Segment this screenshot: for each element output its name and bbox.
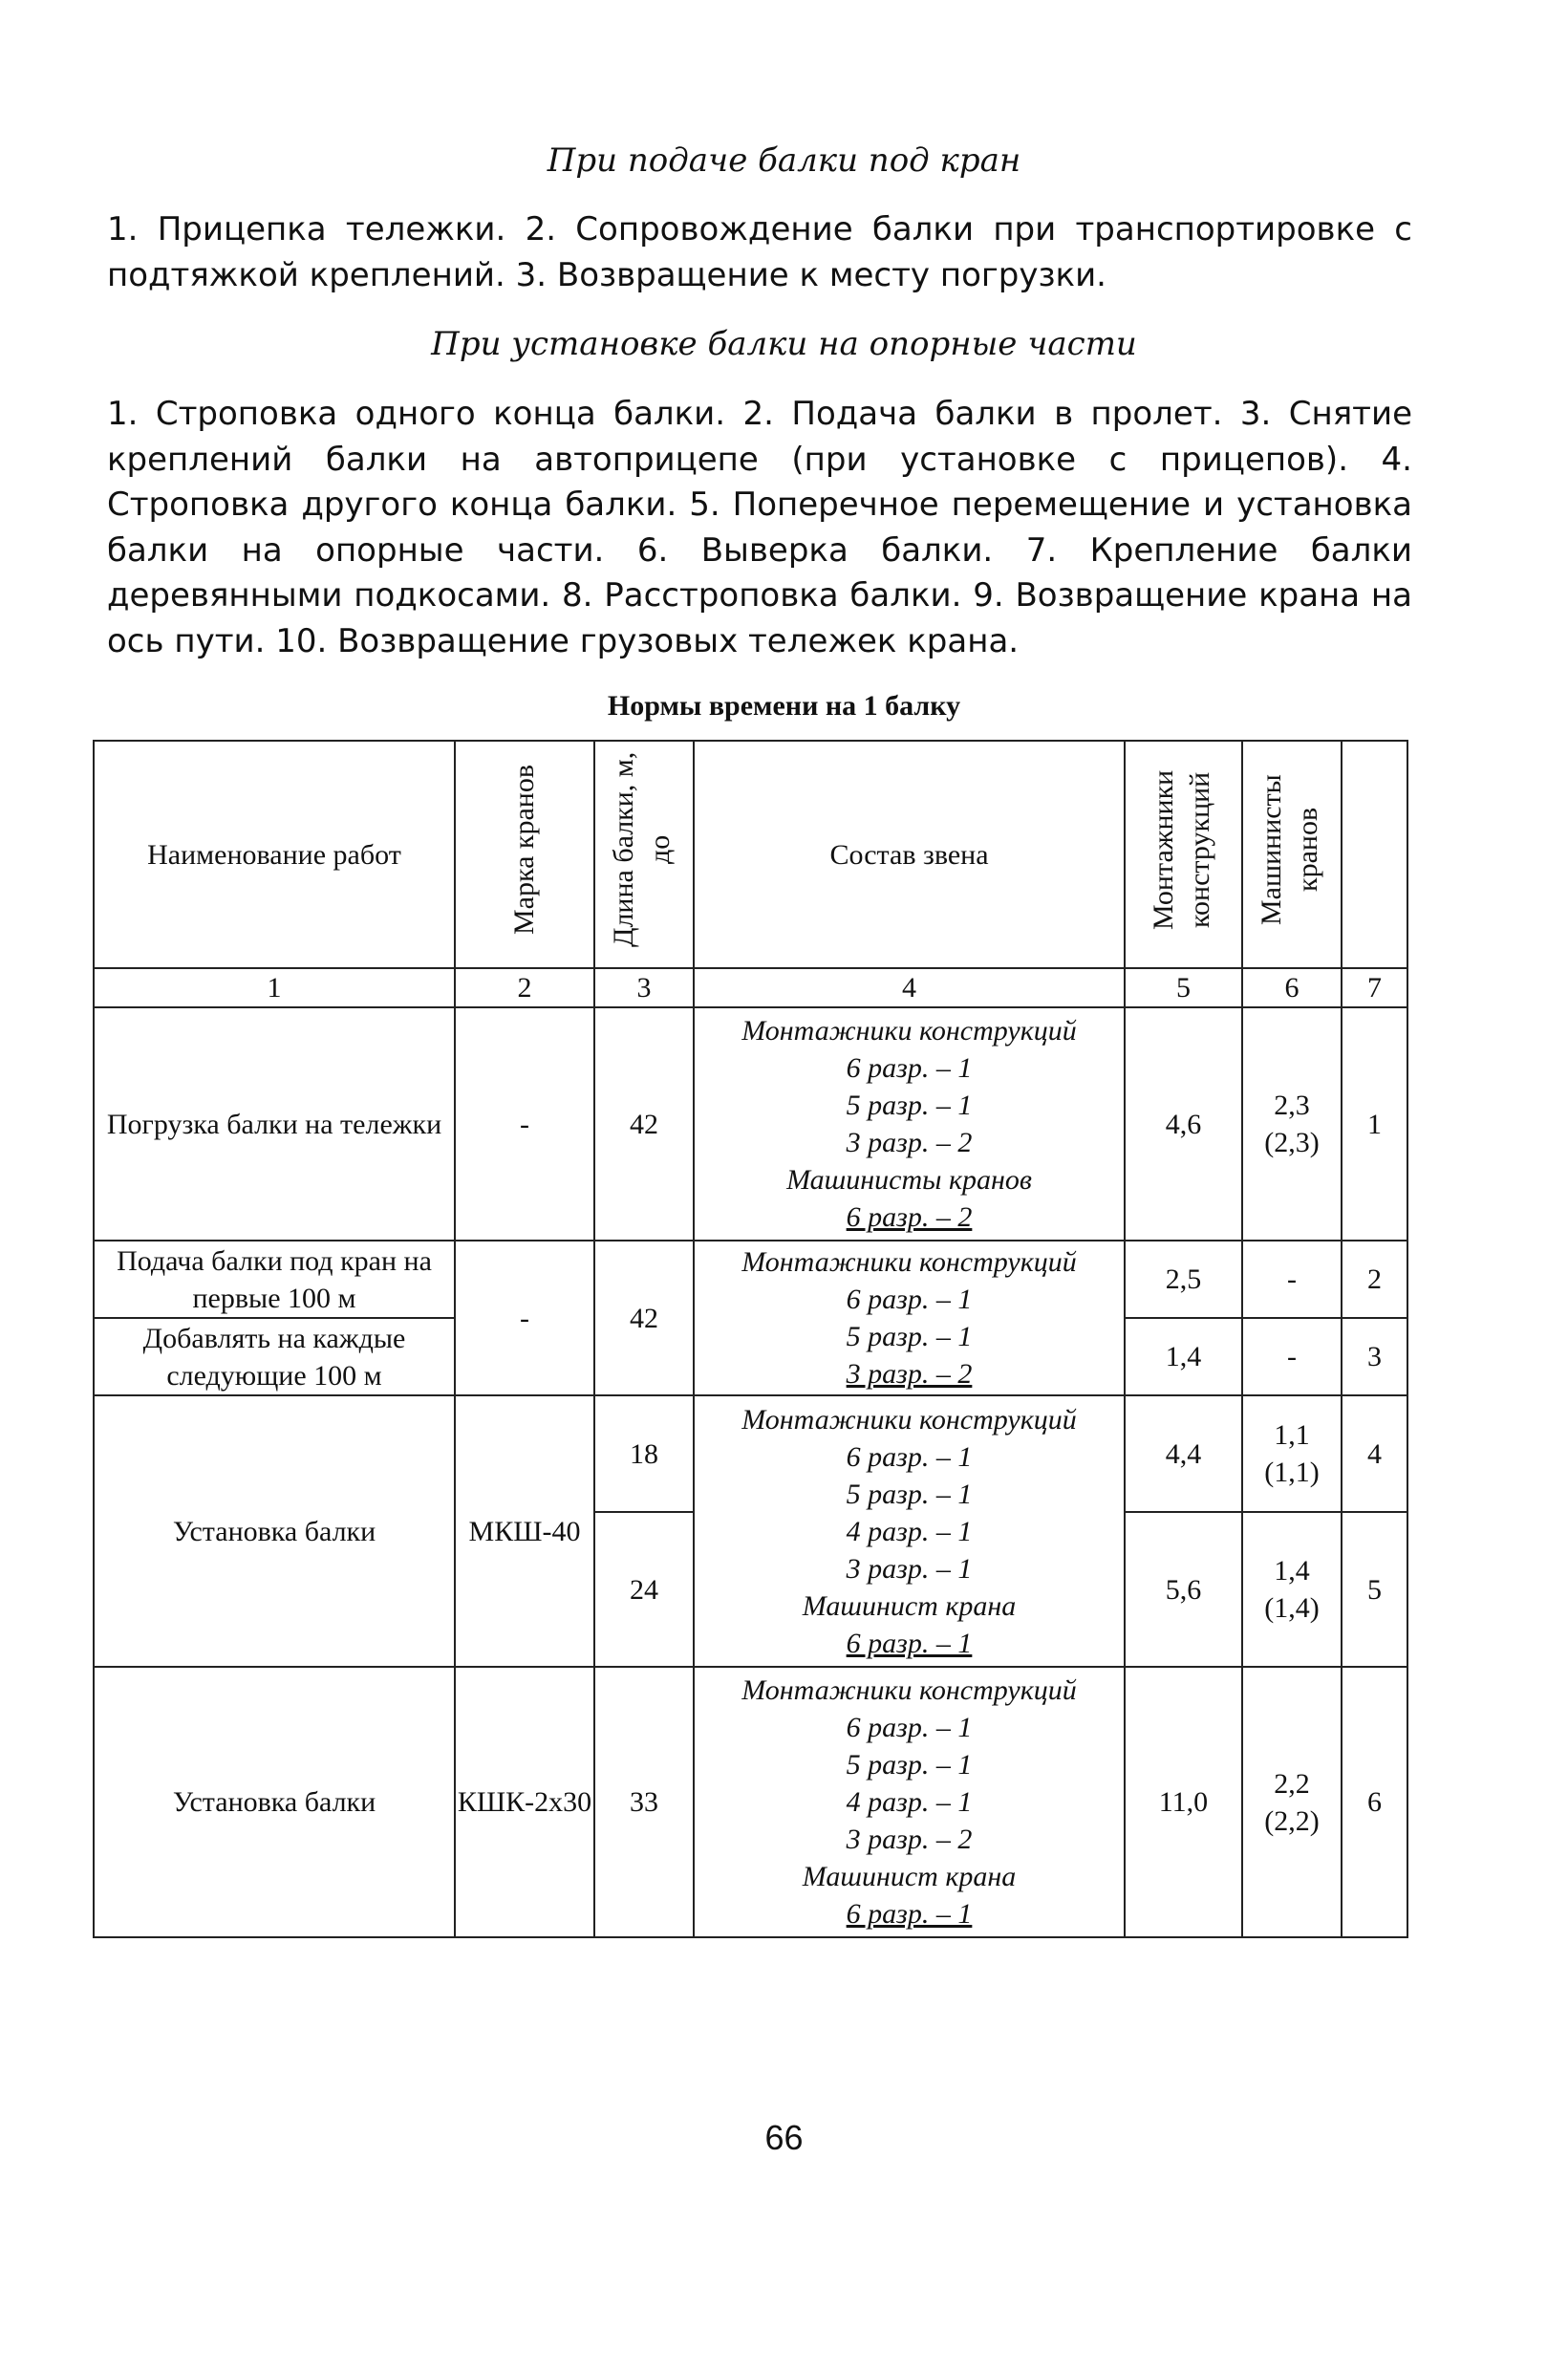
column-number: 2 [455, 968, 594, 1007]
operators-sub: (1,1) [1264, 1457, 1320, 1488]
crew-line: 6 разр. – 1 [846, 1627, 973, 1659]
beam-length: 42 [594, 1241, 694, 1395]
crew-line: Монтажники конструкций [741, 1246, 1077, 1278]
paragraph-delivery: 1. Прицепка тележки. 2. Сопровождение балки при транспортировке с подтяжкой креплений. 3. Возвращение к месту погрузки. [107, 210, 1412, 294]
table-header-row [94, 741, 1407, 968]
row-number: 2 [1342, 1241, 1407, 1318]
beam-length: 24 [594, 1512, 694, 1667]
operators-value [1242, 1512, 1342, 1667]
operators-sub: (1,4) [1264, 1592, 1320, 1624]
crew-line: 3 разр. – 1 [846, 1552, 973, 1585]
header-crane-brand: Марка кранов [455, 741, 594, 968]
table-row [94, 1241, 1407, 1318]
row-number: 6 [1342, 1667, 1407, 1937]
assemblers-value: 4,4 [1125, 1395, 1242, 1512]
operators-main: 2,2 [1274, 1767, 1310, 1800]
section-heading-installation: При установке балки на опорные части [431, 325, 1137, 363]
work-name: Установка балки [94, 1395, 455, 1667]
time-norms-table [93, 740, 1408, 1938]
crane-brand: КШК-2х30 [455, 1667, 594, 1937]
column-number: 5 [1125, 968, 1242, 1007]
operators-main: 1,4 [1274, 1555, 1310, 1587]
crew-composition [694, 1395, 1125, 1667]
crew-line: Машинист крана [802, 1589, 1017, 1622]
crew-line: Машинисты кранов [786, 1164, 1032, 1196]
crew-line: 6 разр. – 1 [846, 1712, 973, 1743]
crew-line: 4 разр. – 1 [846, 1786, 973, 1818]
work-name: Добавлять на каждые следующие 100 м [94, 1318, 455, 1395]
column-number: 6 [1242, 968, 1342, 1007]
crew-line: Монтажники конструкций [741, 1403, 1077, 1436]
row-number: 1 [1342, 1007, 1407, 1241]
crew-line: 6 разр. – 2 [846, 1201, 973, 1233]
beam-length: 18 [594, 1395, 694, 1512]
column-number-row [94, 968, 1407, 1007]
work-name: Подача балки под кран на первые 100 м [94, 1241, 455, 1318]
operators-value: - [1242, 1241, 1342, 1318]
header-empty [1342, 741, 1407, 968]
crew-line: 5 разр. – 1 [846, 1321, 973, 1352]
header-crew: Состав звена [694, 741, 1125, 968]
operators-value: - [1242, 1318, 1342, 1395]
operators-sub: (2,3) [1264, 1127, 1320, 1158]
crew-line: 6 разр. – 1 [846, 1052, 973, 1084]
operators-sub: (2,2) [1264, 1804, 1320, 1837]
column-number: 3 [594, 968, 694, 1007]
header-beam-length: Длина балки, м, до [594, 741, 694, 968]
crew-line: 6 разр. – 1 [846, 1440, 973, 1473]
work-name: Погрузка балки на тележки [94, 1007, 455, 1241]
crew-line: 3 разр. – 2 [846, 1358, 973, 1390]
operators-value [1242, 1007, 1342, 1241]
crew-line: 6 разр. – 1 [846, 1898, 973, 1930]
assemblers-value: 2,5 [1125, 1241, 1242, 1318]
crew-line: Монтажники конструкций [741, 1674, 1077, 1706]
table-title: Нормы времени на 1 балку [607, 690, 961, 722]
crane-brand: - [455, 1241, 594, 1395]
column-number: 1 [94, 968, 455, 1007]
operators-main: 2,3 [1274, 1090, 1310, 1121]
beam-length: 42 [594, 1007, 694, 1241]
crane-brand: МКШ-40 [455, 1395, 594, 1667]
crew-line: 4 разр. – 1 [846, 1515, 973, 1547]
table-row [94, 1395, 1407, 1512]
assemblers-value: 1,4 [1125, 1318, 1242, 1395]
crew-line: 6 разр. – 1 [846, 1284, 973, 1315]
table-row [94, 1007, 1407, 1241]
assemblers-value: 5,6 [1125, 1512, 1242, 1667]
row-number: 3 [1342, 1318, 1407, 1395]
crew-line: 5 разр. – 1 [846, 1749, 973, 1781]
crane-brand: - [455, 1007, 594, 1241]
beam-length: 33 [594, 1667, 694, 1937]
operators-value [1242, 1667, 1342, 1937]
assemblers-value: 4,6 [1125, 1007, 1242, 1241]
crew-line: 5 разр. – 1 [846, 1090, 973, 1121]
operators-value [1242, 1395, 1342, 1512]
row-number: 4 [1342, 1395, 1407, 1512]
crew-line: Монтажники конструкций [741, 1015, 1077, 1047]
operators-main: 1,1 [1274, 1419, 1310, 1451]
column-number: 7 [1342, 968, 1407, 1007]
crew-composition [694, 1667, 1125, 1937]
row-number: 5 [1342, 1512, 1407, 1667]
crew-composition [694, 1241, 1125, 1395]
column-number: 4 [694, 968, 1125, 1007]
crew-line: Машинист крана [802, 1861, 1017, 1892]
crew-line: 5 разр. – 1 [846, 1478, 973, 1510]
work-name: Установка балки [94, 1667, 455, 1937]
assemblers-value: 11,0 [1125, 1667, 1242, 1937]
crew-line: 3 разр. – 2 [846, 1127, 973, 1158]
crew-composition [694, 1007, 1125, 1241]
section-heading-delivery: При подаче балки под кран [547, 141, 1021, 180]
header-work-name: Наименование работ [94, 741, 455, 968]
crew-line: 3 разр. – 2 [846, 1824, 973, 1855]
page-number: 66 [764, 2118, 804, 2157]
header-assemblers: Монтажники конструкций [1125, 741, 1242, 968]
paragraph-installation: 1. Строповка одного конца балки. 2. Подача балки в пролет. 3. Снятие креплений балки на автоприцепе (при установке с прицепов). 4. Строповка другого конца балки. 5. Поперечное перемещение и установка балки на опорные части. 6. Выверка балки. 7. Крепление балки деревянными подкосами. 8. Расстроповка балки. 9. Возвращение крана на ось пути. 10. Возвращение грузовых тележек крана. [107, 395, 1412, 660]
table-row [94, 1667, 1407, 1937]
header-operators: Машинисты кранов [1242, 741, 1342, 968]
